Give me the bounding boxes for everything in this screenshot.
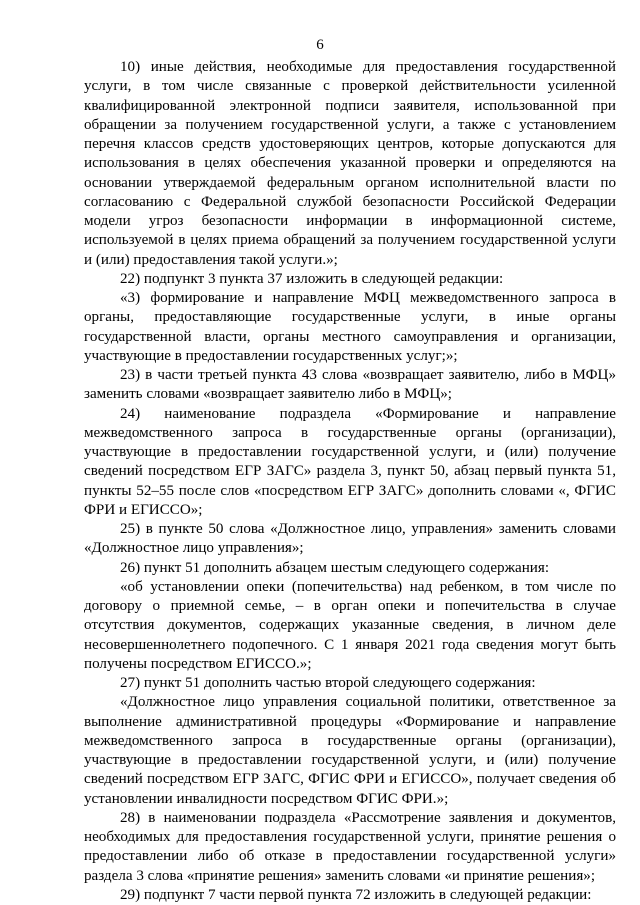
page-number: 6 (316, 37, 324, 53)
paragraph-item-10: 10) иные действия, необходимые для предоставления государственной услуги, в том числе связанные с проверкой действительности усиленной квалифицированной электронной подписи заявителя, использованной при обращении за получением государственной услуги, а также с установлением перечня классов средств удостоверяющих центров, которые допускаются для использования в целях обеспечения указанной проверки и определяются на основании утверждаемой федеральным органом исполнительной власти по согласованию с Федеральной службой безопасности Российской Федерации модели угроз безопасности информации в информационной системе, используемой в целях приема обращений за получением государственной услуги и (или) предоставления такой услуги.»; (84, 59, 616, 268)
document-body (84, 58, 616, 905)
paragraph-item-22: 22) подпункт 3 пункта 37 изложить в следующей редакции: (120, 270, 504, 287)
quoted-paragraph-official: «Должностное лицо управления социальной политики, ответственное за выполнение административной процедуры «Формирование и направление межведомственного запроса в государственные органы (организации), участвующие в предоставлении государственной услуги, и (или) получение сведений посредством ЕГР ЗАГС, ФГИС ФРИ и ЕГИССО», получает сведения об установлении инвалидности посредством ФГИС ФРИ.»; (84, 694, 616, 807)
paragraph-item-28: 28) в наименовании подраздела «Рассмотрение заявления и документов, необходимых для предоставления государственной услуги, принятие решения о предоставлении либо об отказе в предоставлении государственной услуги» раздела 3 слова «принятие решения» заменить словами «и принятие решения»; (84, 809, 616, 884)
paragraph-item-25: 25) в пункте 50 слова «Должностное лицо, управления» заменить словами «Должностное лицо управления»; (84, 521, 616, 557)
quoted-paragraph-guardianship: «об установлении опеки (попечительства) над ребенком, в том числе по договору о приемной семье, – в орган опеки и попечительства в случае отсутствия документов, содержащих указанные сведения, в личном деле несовершеннолетнего подопечного. С 1 января 2021 года сведения могут быть получены посредством ЕГИССО.»; (84, 578, 616, 672)
paragraph-item-26: 26) пункт 51 дополнить абзацем шестым следующего содержания: (120, 559, 550, 576)
paragraph-item-27: 27) пункт 51 дополнить частью второй следующего содержания: (120, 675, 536, 691)
paragraph-item-23: 23) в части третьей пункта 43 слова «возвращает заявителю, либо в МФЦ» заменить словами «возвращает заявителю либо в МФЦ»; (84, 367, 616, 403)
paragraph-item-24: 24) наименование подраздела «Формирование и направление межведомственного запроса в государственные органы (организации), участвующие в предоставлении государственной услуги, и (или) получение сведений посредством ЕГР ЗАГС» раздела 3, пункт 50, абзац первый пункта 51, пункты 52–55 после слов «посредством ЕГР ЗАГС» дополнить словами «, ФГИС ФРИ и ЕГИССО»; (84, 405, 616, 518)
paragraph-item-29: 29) подпункт 7 части первой пункта 72 изложить в следующей редакции: (120, 886, 592, 903)
quoted-subitem-3: «3) формирование и направление МФЦ межведомственного запроса в органы, предоставляющие государственные услуги, в иные органы государственной власти, органы местного самоуправления и организации, участвующие в предоставлении государственных услуг;»; (84, 290, 616, 364)
